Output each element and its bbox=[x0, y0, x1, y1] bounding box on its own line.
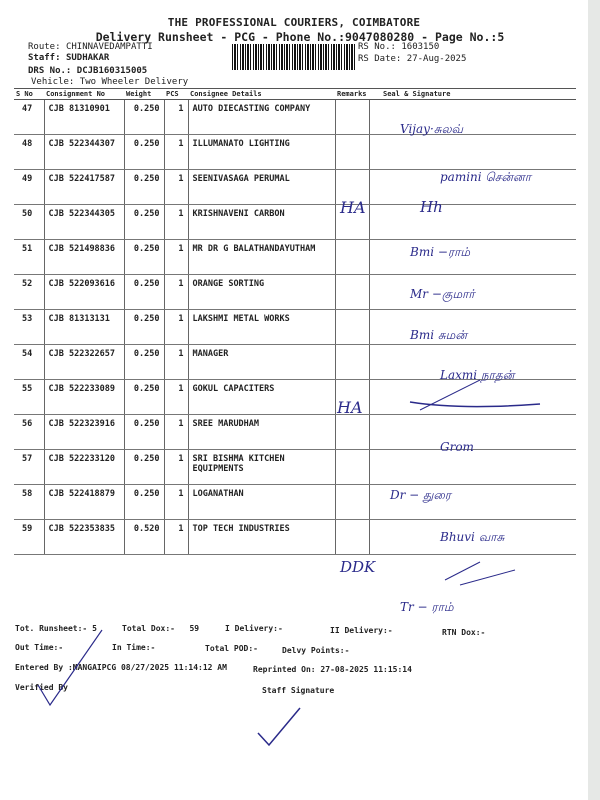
company-title: THE PROFESSIONAL COURIERS, COIMBATORE bbox=[167, 16, 421, 29]
cell-consignment-no: CJB 522233089 bbox=[44, 380, 124, 415]
cell-sno: 57 bbox=[14, 450, 44, 485]
vehicle-label: Vehicle: bbox=[31, 77, 75, 87]
signature-48: pamini சென்னா bbox=[440, 170, 531, 184]
staff-value: SUDHAKAR bbox=[65, 53, 110, 63]
cell-weight: 0.250 bbox=[124, 485, 164, 520]
cell-seal-signature bbox=[369, 205, 576, 240]
cell-pcs: 1 bbox=[164, 275, 188, 310]
cell-consignment-no: CJB 522322657 bbox=[44, 345, 124, 380]
cell-consignee: MANAGER bbox=[188, 345, 335, 380]
col-consignee: Consignee Details bbox=[188, 89, 335, 100]
cell-weight: 0.250 bbox=[124, 205, 164, 240]
cell-sno: 52 bbox=[14, 275, 44, 310]
cell-sno: 53 bbox=[14, 310, 44, 345]
drs-line bbox=[28, 66, 147, 77]
cell-consignment-no: CJB 522093616 bbox=[44, 275, 124, 310]
cell-consignment-no: CJB 522418879 bbox=[44, 485, 124, 520]
verified-check-icon bbox=[30, 630, 110, 740]
runsheet-table bbox=[14, 88, 576, 555]
cell-weight: 0.520 bbox=[124, 520, 164, 555]
cell-sno: 59 bbox=[14, 520, 44, 555]
table-row bbox=[14, 100, 576, 135]
cell-consignment-no: CJB 522344305 bbox=[44, 205, 124, 240]
cell-consignment-no: CJB 522353835 bbox=[44, 520, 124, 555]
cell-pcs: 1 bbox=[164, 345, 188, 380]
cell-consignee: SREE MARUDHAM bbox=[188, 415, 335, 450]
vehicle-value: Two Wheeler Delivery bbox=[79, 77, 189, 87]
cell-consignee: LOGANATHAN bbox=[188, 485, 335, 520]
signature-55: Grom bbox=[440, 440, 474, 454]
staff-label: Staff: bbox=[28, 53, 61, 63]
cell-pcs: 1 bbox=[164, 170, 188, 205]
cell-consignment-no: CJB 522233120 bbox=[44, 450, 124, 485]
table-row bbox=[14, 205, 576, 240]
cell-consignee: GOKUL CAPACITERS bbox=[188, 380, 335, 415]
tot-runsheet-value: 5 bbox=[92, 624, 97, 633]
reprinted-on: Reprinted On: 27-08-2025 11:15:14 bbox=[253, 665, 412, 674]
cell-consignment-no: CJB 522344307 bbox=[44, 135, 124, 170]
cell-consignment-no: CJB 522323916 bbox=[44, 415, 124, 450]
cell-sno: 51 bbox=[14, 240, 44, 275]
runsheet-subtitle: Delivery Runsheet - PCG - Phone No.:9047080280 - Page No.:5 bbox=[95, 30, 505, 44]
barcode-icon bbox=[232, 44, 356, 70]
table-header-row bbox=[14, 89, 576, 100]
remarks-initials-58: DDK bbox=[340, 558, 376, 576]
remarks-initials-54: HA bbox=[337, 398, 363, 417]
cell-consignee: ILLUMANATO LIGHTING bbox=[188, 135, 335, 170]
signature-59: Tr − ராம் bbox=[400, 600, 454, 614]
cell-pcs: 1 bbox=[164, 135, 188, 170]
delvy-points: Delvy Points:- bbox=[282, 646, 350, 655]
cell-sno: 47 bbox=[14, 100, 44, 135]
cell-weight: 0.250 bbox=[124, 170, 164, 205]
cell-weight: 0.250 bbox=[124, 450, 164, 485]
cell-weight: 0.250 bbox=[124, 135, 164, 170]
staff-signature-label: Staff Signature bbox=[262, 686, 335, 695]
cell-sno: 58 bbox=[14, 485, 44, 520]
cell-weight: 0.250 bbox=[124, 345, 164, 380]
cell-pcs: 1 bbox=[164, 380, 188, 415]
cell-sno: 54 bbox=[14, 345, 44, 380]
cell-weight: 0.250 bbox=[124, 380, 164, 415]
cell-consignment-no: CJB 521498836 bbox=[44, 240, 124, 275]
cell-weight: 0.250 bbox=[124, 240, 164, 275]
cell-seal-signature bbox=[369, 135, 576, 170]
table-row bbox=[14, 485, 576, 520]
cell-sno: 49 bbox=[14, 170, 44, 205]
drs-value: DCJB160315005 bbox=[76, 66, 148, 76]
cell-pcs: 1 bbox=[164, 205, 188, 240]
col-pcs: PCS bbox=[164, 89, 188, 100]
route-label: Route: bbox=[28, 42, 61, 52]
cell-consignee: LAKSHMI METAL WORKS bbox=[188, 310, 335, 345]
total-dox bbox=[122, 624, 199, 633]
cell-weight: 0.250 bbox=[124, 310, 164, 345]
table-row bbox=[14, 310, 576, 345]
rs-date-line bbox=[358, 54, 466, 65]
cell-consignee: SEENIVASAGA PERUMAL bbox=[188, 170, 335, 205]
page-edge bbox=[588, 0, 600, 800]
col-weight: Weight bbox=[124, 89, 164, 100]
cell-sno: 56 bbox=[14, 415, 44, 450]
drs-label: DRS No.: bbox=[28, 66, 72, 76]
rs-no-line bbox=[358, 42, 439, 53]
cell-consignment-no: CJB 81313131 bbox=[44, 310, 124, 345]
cell-pcs: 1 bbox=[164, 100, 188, 135]
rs-no-value: 1603150 bbox=[401, 42, 440, 52]
total-dox-value: 59 bbox=[189, 624, 200, 633]
cell-seal-signature bbox=[369, 240, 576, 275]
col-consignment: Consignment No bbox=[44, 89, 124, 100]
cell-consignee: TOP TECH INDUSTRIES bbox=[188, 520, 335, 555]
col-sno: S No bbox=[14, 89, 44, 100]
entered-by: Entered By :MANGAIPCG 08/27/2025 11:14:12 AM bbox=[15, 663, 227, 672]
cell-pcs: 1 bbox=[164, 240, 188, 275]
signature-57: Bhuvi வாசு bbox=[440, 530, 505, 544]
out-time: Out Time:- bbox=[15, 643, 64, 652]
col-seal-signature: Seal & Signature bbox=[369, 89, 576, 100]
cell-consignee: SRI BISHMA KITCHEN EQUIPMENTS bbox=[188, 450, 335, 485]
total-dox-label: Total Dox:- bbox=[122, 624, 175, 633]
tot-runsheet-label: Tot. Runsheet:- bbox=[15, 624, 88, 633]
cell-sno: 50 bbox=[14, 205, 44, 240]
cell-sno: 48 bbox=[14, 135, 44, 170]
cell-weight: 0.250 bbox=[124, 275, 164, 310]
vehicle-line bbox=[31, 77, 188, 88]
i-delivery: I Delivery:- bbox=[225, 624, 283, 633]
cell-pcs: 1 bbox=[164, 485, 188, 520]
signature-56: Dr − துரை bbox=[390, 488, 452, 502]
cell-sno: 55 bbox=[14, 380, 44, 415]
cell-remarks bbox=[335, 275, 369, 310]
rs-date-label: RS Date: bbox=[358, 54, 402, 64]
signature-53: Laxmi நாதன் bbox=[440, 368, 515, 382]
strikethrough-mark bbox=[400, 380, 550, 420]
col-remarks: Remarks bbox=[335, 89, 369, 100]
cell-consignee: ORANGE SORTING bbox=[188, 275, 335, 310]
cell-remarks bbox=[335, 240, 369, 275]
signature-49: Hh bbox=[420, 198, 443, 216]
cell-consignee: KRISHNAVENI CARBON bbox=[188, 205, 335, 240]
staff-line bbox=[28, 53, 109, 64]
table-row bbox=[14, 450, 576, 485]
verified-by: Verified By bbox=[15, 683, 68, 692]
cell-consignment-no: CJB 81310901 bbox=[44, 100, 124, 135]
cell-seal-signature bbox=[369, 310, 576, 345]
route-line bbox=[28, 42, 153, 53]
cell-seal-signature bbox=[369, 450, 576, 485]
cell-remarks bbox=[335, 100, 369, 135]
remarks-initials-49: HA bbox=[340, 198, 366, 217]
cell-remarks bbox=[335, 345, 369, 380]
signature-52: Bmi சுமன் bbox=[410, 328, 467, 342]
cell-consignment-no: CJB 522417587 bbox=[44, 170, 124, 205]
in-time: In Time:- bbox=[112, 643, 156, 652]
rtn-dox: RTN Dox:- bbox=[442, 628, 486, 637]
total-pod: Total POD:- bbox=[205, 644, 258, 653]
loganathan-ink-mark bbox=[440, 560, 520, 590]
route-value: CHINNAVEDAMPATTI bbox=[65, 42, 153, 52]
cell-remarks bbox=[335, 450, 369, 485]
rs-date-value: 27-Aug-2025 bbox=[406, 54, 467, 64]
cell-remarks bbox=[335, 485, 369, 520]
table-row bbox=[14, 240, 576, 275]
table-row bbox=[14, 275, 576, 310]
cell-pcs: 1 bbox=[164, 310, 188, 345]
cell-weight: 0.250 bbox=[124, 415, 164, 450]
cell-remarks bbox=[335, 520, 369, 555]
signature-47: Vijay·சுலவ் bbox=[400, 122, 464, 136]
cell-consignee: AUTO DIECASTING COMPANY bbox=[188, 100, 335, 135]
cell-remarks bbox=[335, 310, 369, 345]
ii-delivery: II Delivery:- bbox=[330, 626, 393, 635]
cell-remarks bbox=[335, 415, 369, 450]
cell-pcs: 1 bbox=[164, 415, 188, 450]
cell-weight: 0.250 bbox=[124, 100, 164, 135]
rs-no-label: RS No.: bbox=[358, 42, 396, 52]
cell-remarks bbox=[335, 135, 369, 170]
cell-consignee: MR DR G BALATHANDAYUTHAM bbox=[188, 240, 335, 275]
signature-51: Mr −குமார் bbox=[410, 287, 475, 301]
table-row bbox=[14, 135, 576, 170]
signature-50: Bmi −ராம் bbox=[410, 245, 471, 259]
staff-check-icon bbox=[255, 705, 315, 755]
cell-pcs: 1 bbox=[164, 450, 188, 485]
cell-pcs: 1 bbox=[164, 520, 188, 555]
